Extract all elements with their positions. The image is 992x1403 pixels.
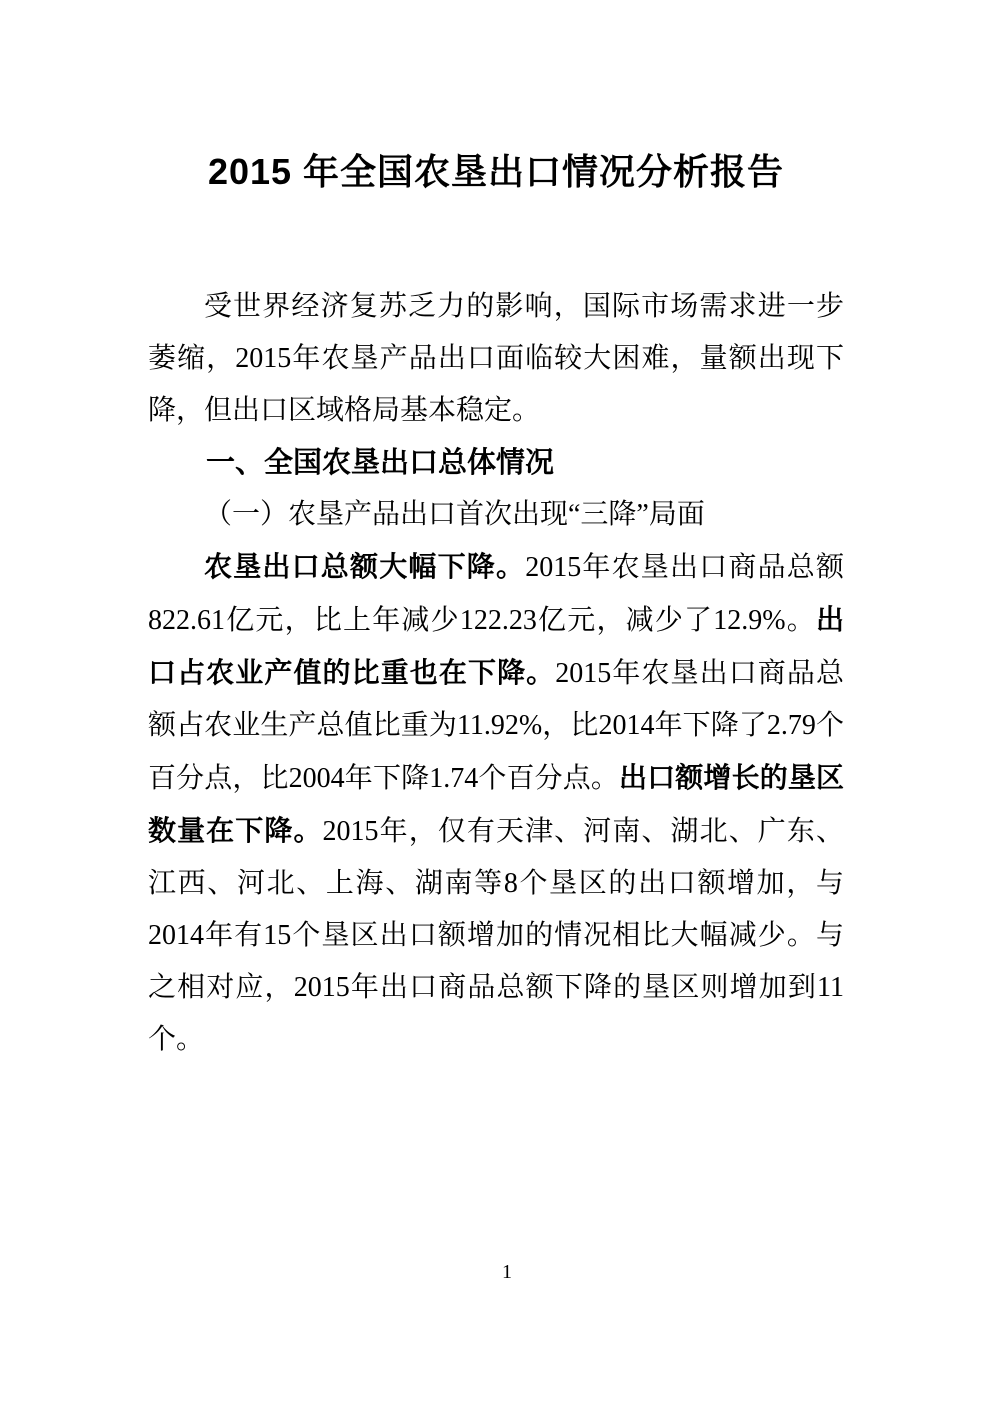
intro-paragraph: 受世界经济复苏乏力的影响，国际市场需求进一步萎缩，2015年农垦产品出口面临较大困难，量额出现下降，但出口区域格局基本稳定。: [148, 291, 844, 426]
body-paragraph: [148, 541, 844, 1066]
body-run-4: 2015年农垦出口商品总额占农业生产总值比重为11.92%，比2014年下降了2.79个百分点，比2004年下降1.74个百分点。: [148, 658, 844, 794]
body-run-1-bold: 农垦出口总额大幅下降。: [204, 551, 526, 582]
page-number: 1: [502, 1261, 512, 1283]
document-title: 2015 年全国农垦出口情况分析报告: [207, 151, 785, 192]
body-run-2: 2015年农垦出口商品总额822.61亿元，比上年减少122.23亿元，减少了12.9%。: [148, 552, 844, 636]
body-run-3-bold: 出口占农业产值的比重也在下降。: [148, 604, 844, 688]
subsection-1-1-heading: （一）农垦产品出口首次出现“三降”局面: [204, 499, 705, 530]
section-1-heading: 一、全国农垦出口总体情况: [206, 447, 555, 479]
body-run-6: 2015年，仅有天津、河南、湖北、广东、江西、河北、上海、湖南等8个垦区的出口额增加，与2014年有15个垦区出口额增加的情况相比大幅减少。与之相对应，2015年出口商品总额下降的垦区则增加到11个。: [148, 816, 844, 1055]
body-run-5-bold: 出口额增长的垦区数量在下降。: [148, 762, 844, 846]
